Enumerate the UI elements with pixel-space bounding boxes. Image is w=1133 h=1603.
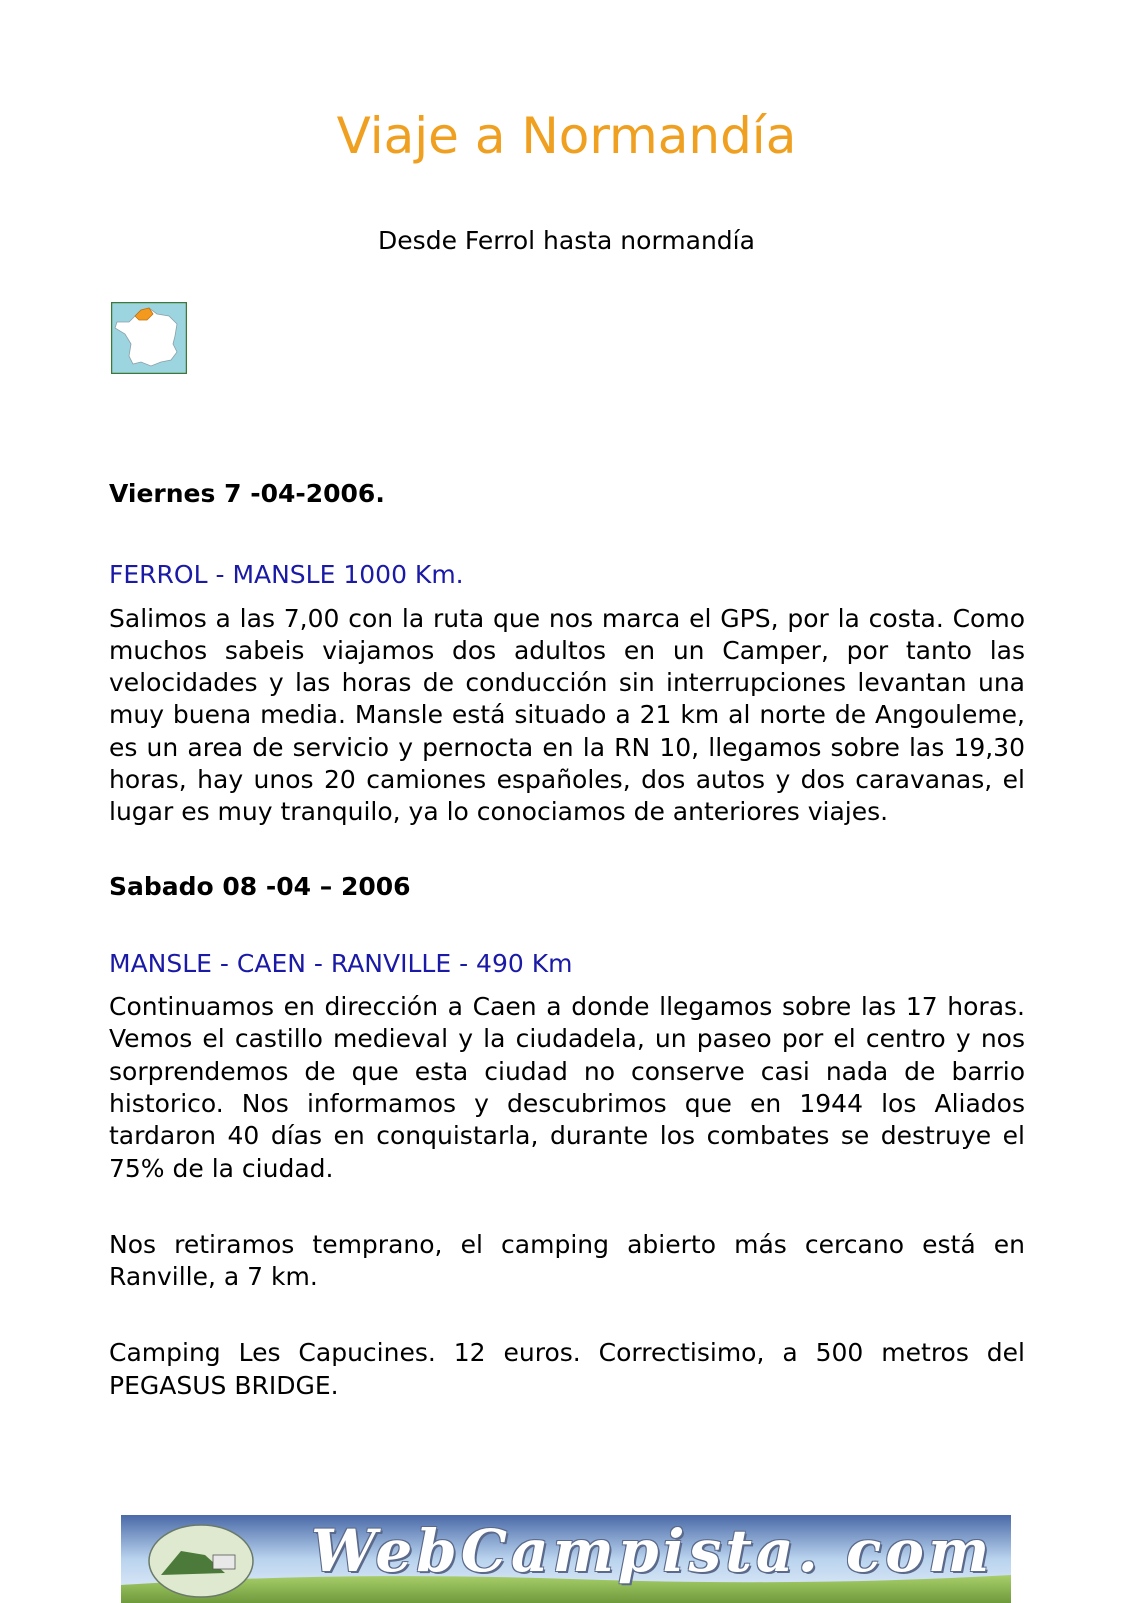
day-heading: Viernes 7 -04-2006. bbox=[109, 479, 385, 508]
route-heading: FERROL - MANSLE 1000 Km. bbox=[109, 560, 464, 590]
banner-logo-text: WebCampista. com bbox=[311, 1517, 994, 1585]
paragraph: Salimos a las 7,00 con la ruta que nos marca el GPS, por la costa. Como muchos sabeis viajamos dos adultos en un Camper, por tanto las velocidades y las horas de conducción sin interrupciones levantan una muy buena media. Mansle está situado a 21 km al norte de Angouleme, es un area de servicio y pernocta en la RN 10, llegamos sobre las 19,30 horas, hay unos 20 camiones españoles, dos autos y dos caravanas, el lugar es muy tranquilo, ya lo conociamos de anteriores viajes. bbox=[109, 603, 1025, 827]
page-subtitle: Desde Ferrol hasta normandía bbox=[378, 226, 755, 255]
route-heading: MANSLE - CAEN - RANVILLE - 490 Km bbox=[109, 948, 573, 978]
webcampista-banner bbox=[121, 1515, 1011, 1603]
paragraph: Nos retiramos temprano, el camping abierto más cercano está en Ranville, a 7 km. bbox=[109, 1229, 1025, 1292]
paragraph: Continuamos en dirección a Caen a donde llegamos sobre las 17 horas. Vemos el castillo medieval y la ciudadela, un paseo por el centro y nos sorprendemos de que esta ciudad no conserve casi nada de barrio historico. Nos informamos y descubrimos que en 1944 los Aliados tardaron 40 días en conquistarla, durante los combates se destruye el 75% de la ciudad. bbox=[109, 992, 1025, 1183]
travel-log bbox=[109, 478, 1025, 1402]
page-title: Viaje a Normandía bbox=[336, 107, 797, 165]
france-map-icon bbox=[111, 302, 187, 374]
paragraph: Camping Les Capucines. 12 euros. Correctisimo, a 500 metros del PEGASUS BRIDGE. bbox=[109, 1338, 1025, 1400]
day-heading: Sabado 08 -04 – 2006 bbox=[109, 871, 411, 901]
